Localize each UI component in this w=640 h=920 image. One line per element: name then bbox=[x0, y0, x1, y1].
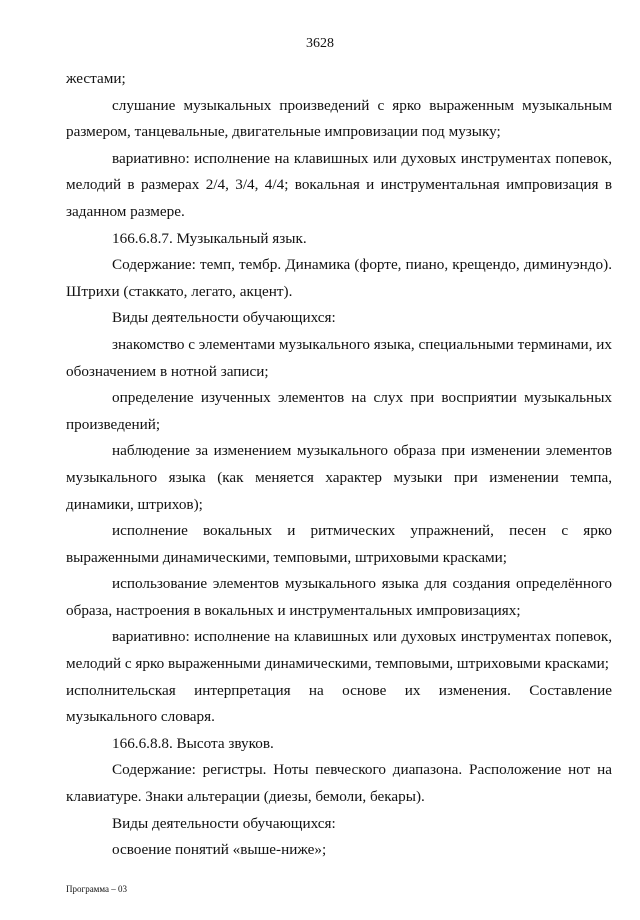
paragraph: знакомство с элементами музыкального языка, специальными терминами, их обозначением в нотной записи; bbox=[66, 335, 612, 380]
paragraph: Содержание: темп, тембр. Динамика (форте, пиано, крещендо, диминуэндо). Штрихи (стаккато, легато, акцент). bbox=[66, 256, 612, 300]
paragraph: Виды деятельности обучающихся: bbox=[112, 309, 336, 327]
paragraph: наблюдение за изменением музыкального образа при изменении элементов музыкального языка (как меняется характер музыки при изменении темпа, динамики, штрихов); bbox=[66, 442, 612, 513]
page-number: 3628 bbox=[306, 36, 334, 51]
paragraph: слушание музыкальных произведений с ярко выраженным музыкальным размером, танцевальные, двигательные импровизации под музыку; bbox=[66, 96, 612, 141]
paragraph: жестами; bbox=[66, 70, 126, 87]
paragraph: использование элементов музыкального языка для создания определённого образа, настроения в вокальных и инструментальных импровизациях; bbox=[66, 575, 612, 619]
document-body bbox=[66, 66, 612, 864]
paragraph: Содержание: регистры. Ноты певческого диапазона. Расположение нот на клавиатуре. Знаки альтерации (диезы, бемоли, бекары). bbox=[66, 761, 612, 806]
paragraph: исполнительская интерпретация на основе их изменения. Составление музыкального словаря. bbox=[66, 681, 612, 726]
paragraph: исполнение вокальных и ритмических упражнений, песен с ярко выраженными динамическими, темповыми, штриховыми красками; bbox=[66, 522, 612, 566]
section-heading: 166.6.8.8. Высота звуков. bbox=[112, 734, 274, 752]
footer-label: Программа – 03 bbox=[66, 884, 128, 894]
paragraph: определение изученных элементов на слух при восприятии музыкальных произведений; bbox=[66, 389, 612, 433]
paragraph: вариативно: исполнение на клавишных или духовых инструментах попевок, мелодий в размерах 2/4, 3/4, 4/4; вокальная и инструментальная импровизация в заданном размере. bbox=[66, 149, 612, 220]
paragraph: вариативно: исполнение на клавишных или духовых инструментах попевок, мелодий с ярко выраженными динамическими, темповыми, штриховыми красками; bbox=[66, 628, 612, 673]
paragraph: Виды деятельности обучающихся: bbox=[112, 814, 336, 832]
section-heading: 166.6.8.7. Музыкальный язык. bbox=[112, 229, 307, 247]
paragraph: освоение понятий «выше-ниже»; bbox=[112, 841, 327, 859]
